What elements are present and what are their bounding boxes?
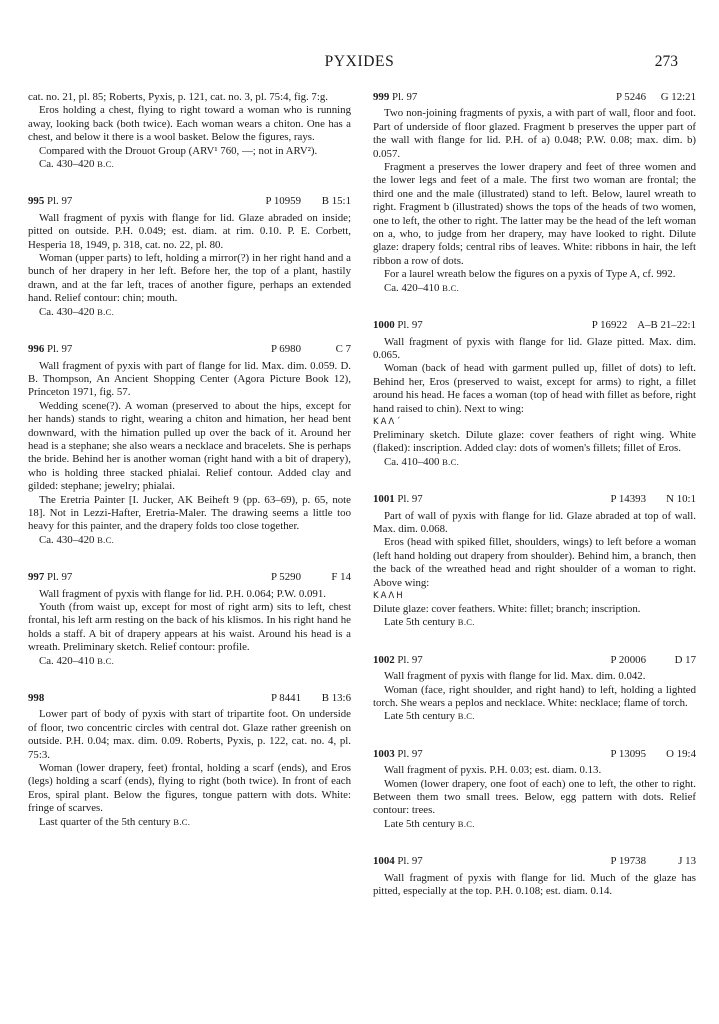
paragraph: Woman (face, right shoulder, and right hand) to left, holding a lighted torch. She wears a peplos and necklace. White: necklace; flame of torch.: [373, 683, 696, 710]
left-column: [28, 91, 351, 829]
date-line: Late 5th century B.C.: [384, 817, 475, 830]
inventory-number: P 5290: [270, 571, 301, 584]
date-line: Ca. 420–410 B.C.: [39, 654, 115, 667]
paragraph: Wedding scene(?). A woman (preserved to about the hips, except for her hands) stands to right, wearing a chiton and himation, her head bent downward, with the himation pulled up over the back of it. Around her head is a stephane; she also wears a necklace and bracelets. She is perhaps the bride. Behind her is another woman (right hand with a bit of drapery), who is holding three stacked phialai. Relief contour. Added clay and gilded: stephane; jewelry; phialai.: [28, 399, 351, 493]
entry-header: [373, 654, 696, 667]
date-line: Ca. 420–410 B.C.: [384, 281, 460, 294]
entry-header: [28, 571, 351, 584]
entry-number: 998: [28, 692, 45, 705]
date-line: Ca. 430–420 B.C.: [39, 158, 115, 171]
paragraph: Eros (head with spiked fillet, shoulders, wings) to left before a woman (left hand holding out drapery from shoulder). Behind him, a branch, then the back of the wreathed head and right shoulder of a woman to right. Above wing:: [373, 536, 696, 589]
entry-header: [28, 692, 351, 705]
date-line: Ca. 430–420 B.C.: [39, 533, 115, 546]
paragraph: Compared with the Drouot Group (ARV¹ 760, —; not in ARV²).: [39, 144, 318, 157]
paragraph: Wall fragment of pyxis with part of flange for lid. Max. dim. 0.059. D. B. Thompson, An Ancient Shopping Center (Agora Picture Book 12), Princeton 1971, fig. 57.: [28, 359, 351, 399]
inventory-number: P 10959: [265, 195, 301, 208]
date-line: Last quarter of the 5th century B.C.: [39, 815, 191, 828]
inventory-number: P 19738: [610, 855, 646, 868]
page-number: 273: [654, 53, 678, 70]
catalog-entry-1001: [373, 493, 696, 630]
entry-number: 995: [28, 195, 45, 208]
inventory-number: P 5246: [615, 91, 646, 103]
inventory-number: P 6980: [270, 343, 301, 356]
running-title: PYXIDES: [324, 53, 395, 70]
date-line: Late 5th century B.C.: [384, 616, 475, 629]
entry-header: [373, 91, 696, 104]
paragraph: Woman (upper parts) to left, holding a mirror(?) in her right hand and a bunch of her drapery in her left. Before her, the top of a plant, hastily drawn, and at the far left, traces of another figure, perhaps an extended hand. Relief contour: chin; mouth.: [28, 252, 351, 305]
inventory-number: P 13095: [610, 747, 646, 760]
inscription: ΚΑΛΗ: [373, 591, 405, 601]
paragraph: Woman (back of head with garment pulled up, fillet of dots) to left. Behind her, Eros (preserved to waist, except for arms) to right, a fillet around his head. He faces a woman (top of head with fillet as before, right hand raised to chin). Next to wing:: [373, 362, 696, 415]
paragraph: Wall fragment of pyxis with flange for lid. Glaze pitted. Max. dim. 0.065.: [373, 335, 696, 361]
inventory-number: P 20006: [610, 653, 646, 666]
entry-number: 1002: [373, 653, 395, 666]
grid-ref: B 15:1: [321, 195, 351, 208]
entry-number: 1003: [373, 747, 395, 760]
inscription: ΚΑΛ΄: [373, 416, 403, 427]
grid-ref: B 13:6: [321, 692, 351, 705]
grid-ref: D 17: [674, 653, 696, 666]
catalog-entry-996: [28, 343, 351, 547]
paragraph: Wall fragment of pyxis with flange for lid. P.H. 0.064; P.W. 0.091.: [39, 587, 326, 600]
paragraph: For a laurel wreath below the figures on a pyxis of Type A, cf. 992.: [384, 268, 676, 281]
date-line: Late 5th century B.C.: [384, 710, 475, 723]
plate-ref: Pl. 97: [46, 195, 73, 208]
inventory-number: P 16922: [591, 319, 628, 332]
catalog-entry-1002: [373, 654, 696, 724]
grid-ref: O 19:4: [666, 747, 696, 760]
paragraph: Youth (from waist up, except for most of right arm) sits to left, chest frontal, his left arm resting on the back of his klismos. In his right hand he holds a staff. A bit of drapery appears at his waist. Around his head is a wreath. Preliminary sketch. Relief contour: profile.: [28, 601, 351, 654]
grid-ref: J 13: [678, 855, 696, 868]
plate-ref: Pl. 97: [397, 493, 423, 506]
paragraph: Wall fragment of pyxis with flange for lid. Glaze abraded on inside; pitted on outside. P.H. 0.049; est. diam. at rim. 0.10. P. E. Corbett, Hesperia 18, 1949, p. 318, cat. no. 22, pl. 80.: [28, 211, 351, 251]
date-line: Ca. 430–420 B.C.: [39, 305, 115, 318]
running-header: [0, 53, 719, 75]
catalog-entry-1004: [373, 855, 696, 898]
plate-ref: Pl. 97: [397, 855, 423, 868]
paragraph: Wall fragment of pyxis. P.H. 0.03; est. diam. 0.13.: [384, 764, 602, 777]
entry-number: 996: [28, 343, 45, 356]
catalog-entry-1003: [373, 748, 696, 831]
date-line: Ca. 410–400 B.C.: [384, 455, 460, 468]
plate-ref: Pl. 97: [397, 653, 423, 666]
grid-ref: G 12:21: [660, 91, 696, 103]
plate-ref: Pl. 97: [46, 343, 73, 356]
catalog-entry-999: [373, 91, 696, 295]
inventory-number: P 8441: [270, 692, 301, 705]
paragraph: Preliminary sketch. Dilute glaze: cover feathers of right wing. White (flaked): inscription. Added clay: dots of women's fillets; fillet of Eros.: [373, 428, 696, 455]
paragraph: Fragment a preserves the lower drapery and feet of three women and the lower legs and feet of a male. The first two woman are frontal; the third one and the male (illustrated) stand to left. Below, laurel wreath to right. Fragment b (illustrated) shows the tops of the heads of two women, one to left, the other to right. The latter may be the head of the left woman on a, who, to judge from her drapery, may have looked to right. Dilute glaze: drapery folds; central ribs of leaves. White: ribbons in hair, the left ribbon a row of dots.: [373, 161, 696, 267]
grid-ref: N 10:1: [666, 493, 696, 506]
continuation-block: [28, 91, 351, 171]
catalog-entry-997: [28, 571, 351, 668]
paragraph: Women (lower drapery, one foot of each) one to left, the other to right. Between them two small trees. Below, egg pattern with dots. Relief contour: trees.: [373, 777, 696, 817]
paragraph: Wall fragment of pyxis with flange for lid. Max. dim. 0.042.: [384, 670, 646, 683]
plate-ref: Pl. 97: [391, 91, 418, 103]
paragraph: The Eretria Painter [I. Jucker, AK Beiheft 9 (pp. 63–69), p. 65, note 18]. Not in Lezzi-Hafter, Eretria-Maler. The drawing seems a little too heavy for this painter, and the drapery folds too close together.: [28, 493, 351, 533]
entry-number: 997: [28, 571, 45, 584]
right-column: [373, 91, 696, 899]
entry-header: [373, 493, 696, 506]
entry-number: 1000: [373, 319, 395, 332]
entry-header: [373, 855, 696, 868]
paragraph: Woman (lower drapery, feet) frontal, holding a scarf (ends), and Eros (legs) holding a scarf (ends), flying to right (both twice). In front of each Eros, spiral plant. Below the figures, tongue pattern with dots. White: fringe of scarves.: [28, 762, 351, 815]
plate-ref: Pl. 97: [46, 571, 73, 584]
paragraph: cat. no. 21, pl. 85; Roberts, Pyxis, p. 121, cat. no. 3, pl. 75:4, fig. 7:g.: [28, 91, 328, 103]
inventory-number: P 14393: [610, 493, 646, 506]
entry-number: 1004: [373, 855, 395, 868]
catalog-entry-995: [28, 195, 351, 319]
paragraph: Part of wall of pyxis with flange for lid. Glaze abraded at top of wall. Max. dim. 0.068.: [373, 509, 696, 535]
entry-header: [373, 748, 696, 761]
entry-number: 1001: [373, 493, 395, 506]
plate-ref: Pl. 97: [397, 319, 423, 332]
grid-ref: A–B 21–22:1: [637, 319, 696, 332]
paragraph: Dilute glaze: cover feathers. White: fillet; branch; inscription.: [373, 603, 641, 615]
catalog-entry-1000: [373, 319, 696, 469]
entry-number: 999: [373, 91, 390, 103]
paragraph: Eros holding a chest, flying to right toward a woman who is running away, looking back (both twice). Each woman wears a chiton. One has a chest, and below it there is a wool basket. Below the figures, rays.: [28, 104, 351, 144]
paragraph: Two non-joining fragments of pyxis, a with part of wall, floor and foot. Part of underside of floor glazed. Fragment b preserves the upper part of the wall with flange for lid. P.H. of a) 0.048; P.W. 0.08; max. dim. b) 0.057.: [373, 107, 696, 160]
entry-header: [28, 343, 351, 356]
grid-ref: F 14: [331, 571, 351, 584]
catalog-entry-998: [28, 692, 351, 829]
plate-ref: Pl. 97: [397, 747, 423, 760]
paragraph: Lower part of body of pyxis with start of tripartite foot. On underside of floor, two concentric circles with central dot. Glaze rather greenish on outside. P.H. 0.04; max. dim. 0.09. Roberts, Pyxis, p. 122, cat. no. 4, pl. 75:3.: [28, 708, 351, 761]
paragraph: Wall fragment of pyxis with flange for lid. Much of the glaze has pitted, especially at the top. P.H. 0.108; est. diam. 0.14.: [373, 871, 696, 898]
entry-header: [28, 195, 351, 208]
grid-ref: C 7: [335, 343, 351, 356]
entry-header: [373, 319, 696, 332]
